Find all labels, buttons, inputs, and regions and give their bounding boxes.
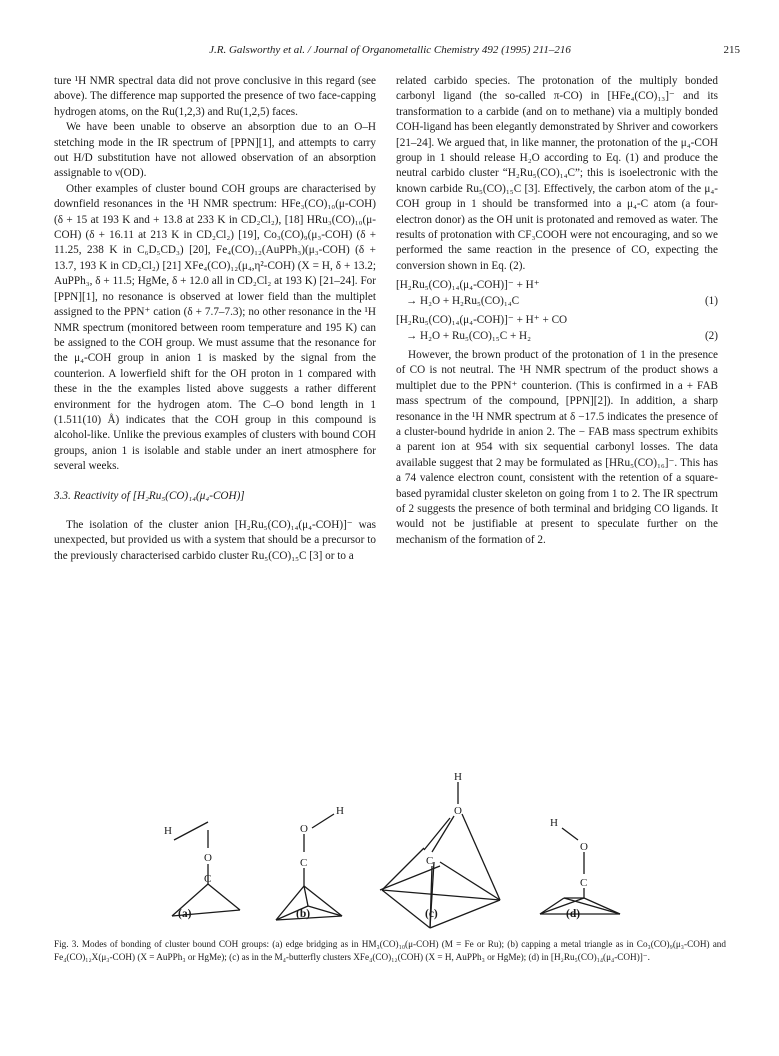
atom-label: O [580, 841, 588, 853]
bond [432, 816, 454, 852]
panel-label-c: (c) [425, 908, 438, 920]
equation-1 [396, 278, 718, 309]
page-number: 215 [723, 44, 740, 56]
atom-label: O [300, 823, 308, 835]
bond [174, 822, 208, 840]
left-column [54, 74, 376, 564]
running-header [40, 44, 740, 60]
atom-label: H [550, 817, 558, 829]
atom-label: O [204, 852, 212, 864]
panel-label-d: (d) [566, 908, 581, 920]
bond [382, 848, 424, 890]
paragraph: We have been unable to observe an absorption due to an O–H stetching mode in the IR spectrum of [PPN][1], and attempts to carry out H/D substitution have not allowed observation of an absorption assignable to ν(OD). [54, 121, 376, 180]
equation-number: (1) [704, 294, 718, 307]
right-column [396, 74, 718, 548]
atom-label: C [426, 855, 434, 867]
bond [424, 818, 450, 850]
section-heading: 3.3. Reactivity of [H₂Ru₅(CO)₁₄(μ₄-COH)] [54, 489, 245, 502]
panel-labels [0, 908, 779, 924]
atom-label: C [580, 877, 588, 889]
paragraph: Other examples of cluster bound COH groups are characterised by downfield resonances in the ¹H NMR spectrum: HFe₃(CO)₁₀(μ-COH) (δ + 15 at 193 K and + 13.8 at 233 K in CD₂Cl₂), [18] HRu₃(CO)₁₀(μ-COH) (δ + 16.11 at 213 K in CD₂Cl₂) [19], Co₃(CO)₉(μ₃-COH) (δ + 11.25, 238 K in C₆D₅CD₃) [20], Fe₄(CO)₁₂(AuPPh₃)(μ₃-COH) (δ + 13.7, 193 K in CD₂Cl₂) [21] XFe₄(CO)₁₂(μ₄,η²-COH) (X = H, δ + 13.2; AuPPh₃, δ + 11.5; HgMe, δ + 12.0 all in CD₂Cl₂ at 193 K) [21–24]. For [PPN][1], no resonance is observed at lower field than the multiplet assigned to the PPN⁺ cation (δ + 7.7–7.3); no other resonance in the ¹H NMR spectrum (monitored between room temperature and 195 K) can be assigned to the COH group. We must assume that the resonance for the μ₄-COH group in anion 1 is masked by the signal from the counterion. A lowerfield shift for the OH proton in 1 compared with these in the the examples listed above suggests a rather different environment for the hydrogen atom. The C–O bond length in 1 (1.511(10) Å) indicates that the COH group in this compound is alcohol-like. Unlike the previous examples of clusters with bound COH groups, anion 1 is isolable and stable under an inert atmosphere for several weeks. [54, 182, 376, 473]
bond [382, 890, 500, 900]
paragraph: However, the brown product of the protonation of 1 in the presence of CO is not neutral. The ¹H NMR spectrum of the product shows a multiplet due to the PPN⁺ counterion. (This is confirmed in a + FAB mass spectrum of the compound, [PPN][2]). In addition, a sharp resonance in the ¹H NMR spectrum at δ −17.5 indicates the presence of a cluster-bound hydride in anion 2. The − FAB mass spectrum exhibits a parent ion at 954 with six sequential carbonyl losses. The data available suggest that 2 may be formulated as [HRu₅(CO)₁₆]⁻. This has a 74 valence electron count, consistent with the retention of a square-based pyramidal cluster skeleton on going from 1 to 2. The IR spectrum of 2 suggests the presence of both terminal and bridging CO ligands. It would not be justifiable at present to speculate further on the mechanism of the formation of 2. [396, 348, 718, 546]
paragraph: related carbido species. The protonation of the multiply bonded carbonyl ligand (the so-called π-CO) in [HFe₄(CO)₁₃]⁻ and its transformation to a carbide (and on to methane) via a multiply bonded COH-ligand has been elegantly demonstrated by Shriver and coworkers [21–24]. We argued that, in like manner, the protonation of the μ₄-COH group in 1 should release H₂O according to Eq. (1) and produce the neutral carbido cluster “H₂Ru₅(CO)₁₄C”; this is isoelectronic with the known carbide Ru₅(CO)₁₅C [3]. Effectively, the carbon atom of the μ₄-COH group in 1 should be transformed into a μ₄-C atom (a four-electron donor) as the OH unit is protonated and removed as water. The results of protonation with CF₃COOH were not encouraging, and so we performed the same reaction in the presence of CO, expecting the conversion shown in Eq. (2). [396, 75, 718, 272]
atom-label: C [204, 873, 212, 885]
bond [312, 814, 334, 828]
equation-line: [H₂Ru₅(CO)₁₄(μ₄-COH)]⁻ + H⁺ + CO [396, 314, 568, 327]
paragraph: ture ¹H NMR spectral data did not prove conclusive in this regard (see above). The difference map supported the presence of two face-capping hydrogen atoms, on the Ru(1,2,3) and Ru(1,2,5) faces. [54, 75, 376, 118]
panel-label-b: (b) [296, 908, 311, 920]
bond [462, 814, 500, 900]
equation-line: → H₂O + H₂Ru₅(CO)₁₄C [406, 294, 520, 307]
bond [562, 828, 578, 840]
equation-line: [H₂Ru₅(CO)₁₄(μ₄-COH)]⁻ + H⁺ [396, 279, 540, 292]
journal-citation: J.R. Galsworthy et al. / Journal of Organometallic Chemistry 492 (1995) 211–216 [209, 44, 571, 56]
atom-label: C [300, 857, 308, 869]
equation-line: → H₂O + Ru₅(CO)₁₅C + H₂ [406, 329, 532, 342]
figure-caption: Fig. 3. Modes of bonding of cluster bound COH groups: (a) edge bridging as in HM₃(CO)₁₀(μ-COH) (M = Fe or Ru); (b) capping a metal triangle as in Co₃(CO)₉(μ₃-COH) and Fe₄(CO)₁₂X(μ₃-COH) (X = AuPPh₃ or HgMe); (c) as in the M₄-butterfly clusters XFe₄(CO)₁₂(COH) (X = H, AuPPh₃ or HgMe); (d) in [H₂Ru₅(CO)₁₄(μ₄-COH)]⁻. [54, 939, 726, 962]
bond [208, 884, 240, 910]
atom-label: H [454, 771, 462, 783]
atom-label: H [336, 805, 344, 817]
panel-label-a: (a) [178, 908, 192, 920]
atom-label: O [454, 805, 462, 817]
paragraph: The isolation of the cluster anion [H₂Ru₅(CO)₁₄(μ₄-COH)]⁻ was unexpected, but provided us with a system that should be a precursor to the previously characterised carbido cluster Ru₅(CO)₁₅C [3] or to a [54, 518, 376, 562]
atom-label: H [164, 825, 172, 837]
equation-number: (2) [704, 329, 718, 342]
equation-2 [396, 313, 718, 344]
